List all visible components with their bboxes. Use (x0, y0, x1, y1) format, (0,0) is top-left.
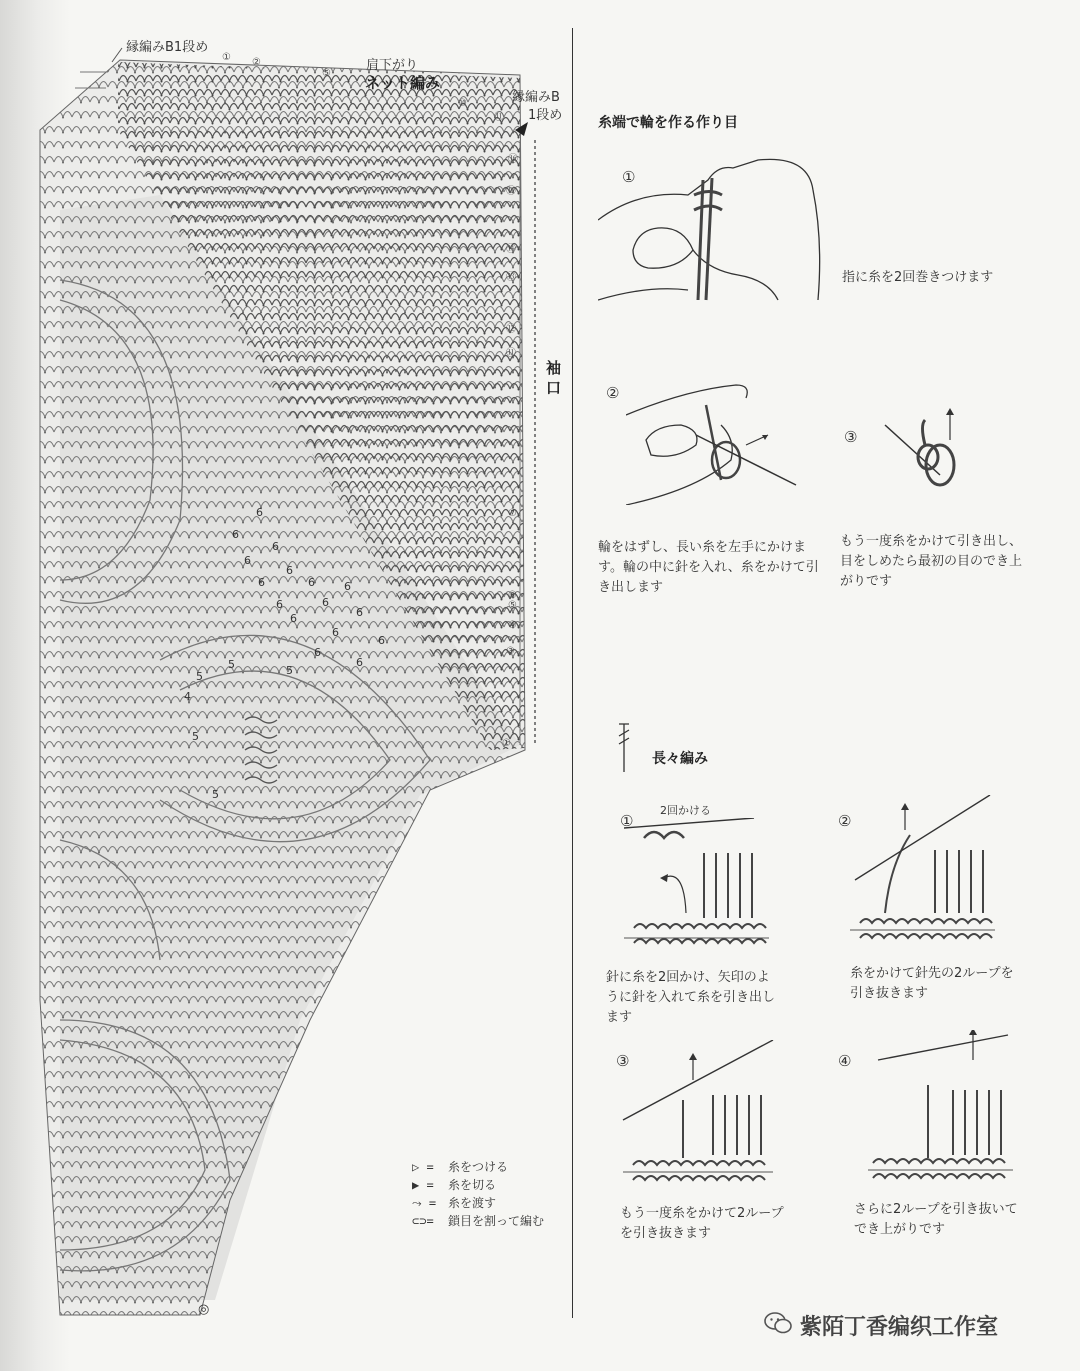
legend-text: 糸をつける (448, 1160, 509, 1174)
pattern-number: 6 (272, 540, 279, 553)
pattern-number: 6 (322, 596, 329, 609)
row-marker: ③ (506, 646, 515, 657)
section2-step3-number: ③ (616, 1052, 630, 1070)
row-marker: ⑭ (506, 244, 516, 255)
section2-title: 長々編み (652, 751, 708, 767)
legend-item (412, 1194, 544, 1212)
row-marker: ⑫ (506, 324, 516, 335)
double-treble-step4-illustration (858, 1030, 1018, 1200)
pattern-number: 5 (212, 788, 219, 801)
legend-symbol: ▷ = (412, 1160, 434, 1174)
pattern-number: 6 (308, 576, 315, 589)
row-marker: ⑯ (508, 154, 518, 165)
pattern-number: 6 (332, 626, 339, 639)
legend-symbol: ⊂⊃= (412, 1214, 434, 1228)
row-marker: ⑬ (506, 272, 516, 283)
edge-b-right-label: 縁編みB (512, 90, 560, 105)
bottom-marker: ◎ (198, 1302, 210, 1317)
legend-text: 糸を渡す (448, 1196, 497, 1210)
row-marker: ① (222, 52, 231, 63)
row-marker: ⑪ (494, 112, 504, 123)
section1-step3-number: ③ (844, 428, 858, 446)
row-marker: ① (502, 738, 511, 749)
row-marker: ④ (508, 620, 517, 631)
section2-step4-number: ④ (838, 1052, 852, 1070)
legend (412, 1158, 544, 1230)
pattern-number: 4 (184, 690, 191, 703)
wechat-icon (764, 1312, 792, 1334)
pattern-number: 5 (196, 670, 203, 683)
legend-symbol: ⤳ = (412, 1196, 437, 1210)
legend-item (412, 1176, 544, 1194)
pattern-number: 6 (378, 634, 385, 647)
watermark-text: 紫陌丁香编织工作室 (800, 1315, 999, 1340)
legend-item (412, 1158, 544, 1176)
row-marker: ② (252, 57, 261, 68)
pattern-number: 5 (286, 664, 293, 677)
first-stitch-illustration (880, 405, 980, 515)
double-treble-symbol-icon (616, 722, 632, 774)
section1-step2-text: 輪をはずし、長い糸を左手にかけます。輪の中に針を入れ、糸をかけて引き出します (598, 540, 819, 595)
section2-step1-text: 針に糸を2回かけ、矢印のように針を入れて糸を引き出します (606, 970, 776, 1025)
edge-b-right-row-label: 1段め (528, 108, 563, 123)
sleeve-opening-label: 袖口 (546, 359, 562, 397)
double-treble-step3-illustration (618, 1040, 778, 1200)
legend-text: 糸を切る (448, 1178, 497, 1192)
legend-symbol: ▶ = (412, 1178, 434, 1192)
edge-b-row1-label: 縁編みB1段め (126, 40, 209, 55)
row-marker: ⑦ (508, 508, 517, 519)
pattern-number: 5 (228, 658, 235, 671)
pattern-number: 6 (286, 564, 293, 577)
section1-title: 糸端で輪を作る作り目 (598, 115, 738, 131)
section2-step2-number: ② (838, 812, 852, 830)
pattern-number: 6 (258, 576, 265, 589)
pattern-number: 6 (244, 554, 251, 567)
section2-step1-note: 2回かける (660, 804, 711, 817)
pattern-number: 5 (192, 730, 199, 743)
section2-step4-text: さらに2ループを引き抜いてでき上がりです (854, 1202, 1018, 1237)
pattern-number: 6 (356, 656, 363, 669)
pattern-number: 6 (276, 598, 283, 611)
pattern-number: 6 (314, 646, 321, 659)
row-marker: ⑥ (508, 590, 517, 601)
row-marker: ⑤ (322, 68, 331, 79)
legend-text: 鎖目を割って編む (448, 1214, 545, 1228)
section2-step3-text: もう一度糸をかけて2ループを引き抜きます (620, 1206, 784, 1241)
double-treble-step2-illustration (850, 795, 995, 955)
pattern-number: 6 (356, 606, 363, 619)
hook-through-ring-illustration (626, 380, 806, 505)
pattern-number: 6 (256, 506, 263, 519)
row-marker: ⑪ (506, 348, 516, 359)
finger-wrap-illustration (598, 150, 848, 310)
double-treble-step1-illustration (624, 818, 769, 960)
pattern-number: 6 (232, 528, 239, 541)
pattern-number: 6 (344, 580, 351, 593)
section2-step2-text: 糸をかけて針先の2ループを引き抜きます (850, 966, 1014, 1001)
page-divider (572, 28, 573, 1318)
row-marker: ⑮ (506, 186, 516, 197)
section1-step1-text: 指に糸を2回巻きつけます (842, 270, 994, 285)
shoulder-title: 肩下がり (366, 58, 419, 73)
section2-step1-number: ① (620, 812, 634, 830)
legend-item (412, 1212, 544, 1230)
section1-step1-number: ① (622, 168, 636, 186)
pattern-number: 6 (290, 612, 297, 625)
net-stitch-label: ネット編み (365, 74, 441, 92)
row-marker: ⑩ (458, 98, 467, 109)
section1-step3-text: もう一度糸をかけて引き出し、目をしめたら最初の目のでき上がりです (840, 534, 1023, 589)
row-marker: ⑤ (508, 600, 517, 611)
section1-step2-number: ② (606, 384, 620, 402)
